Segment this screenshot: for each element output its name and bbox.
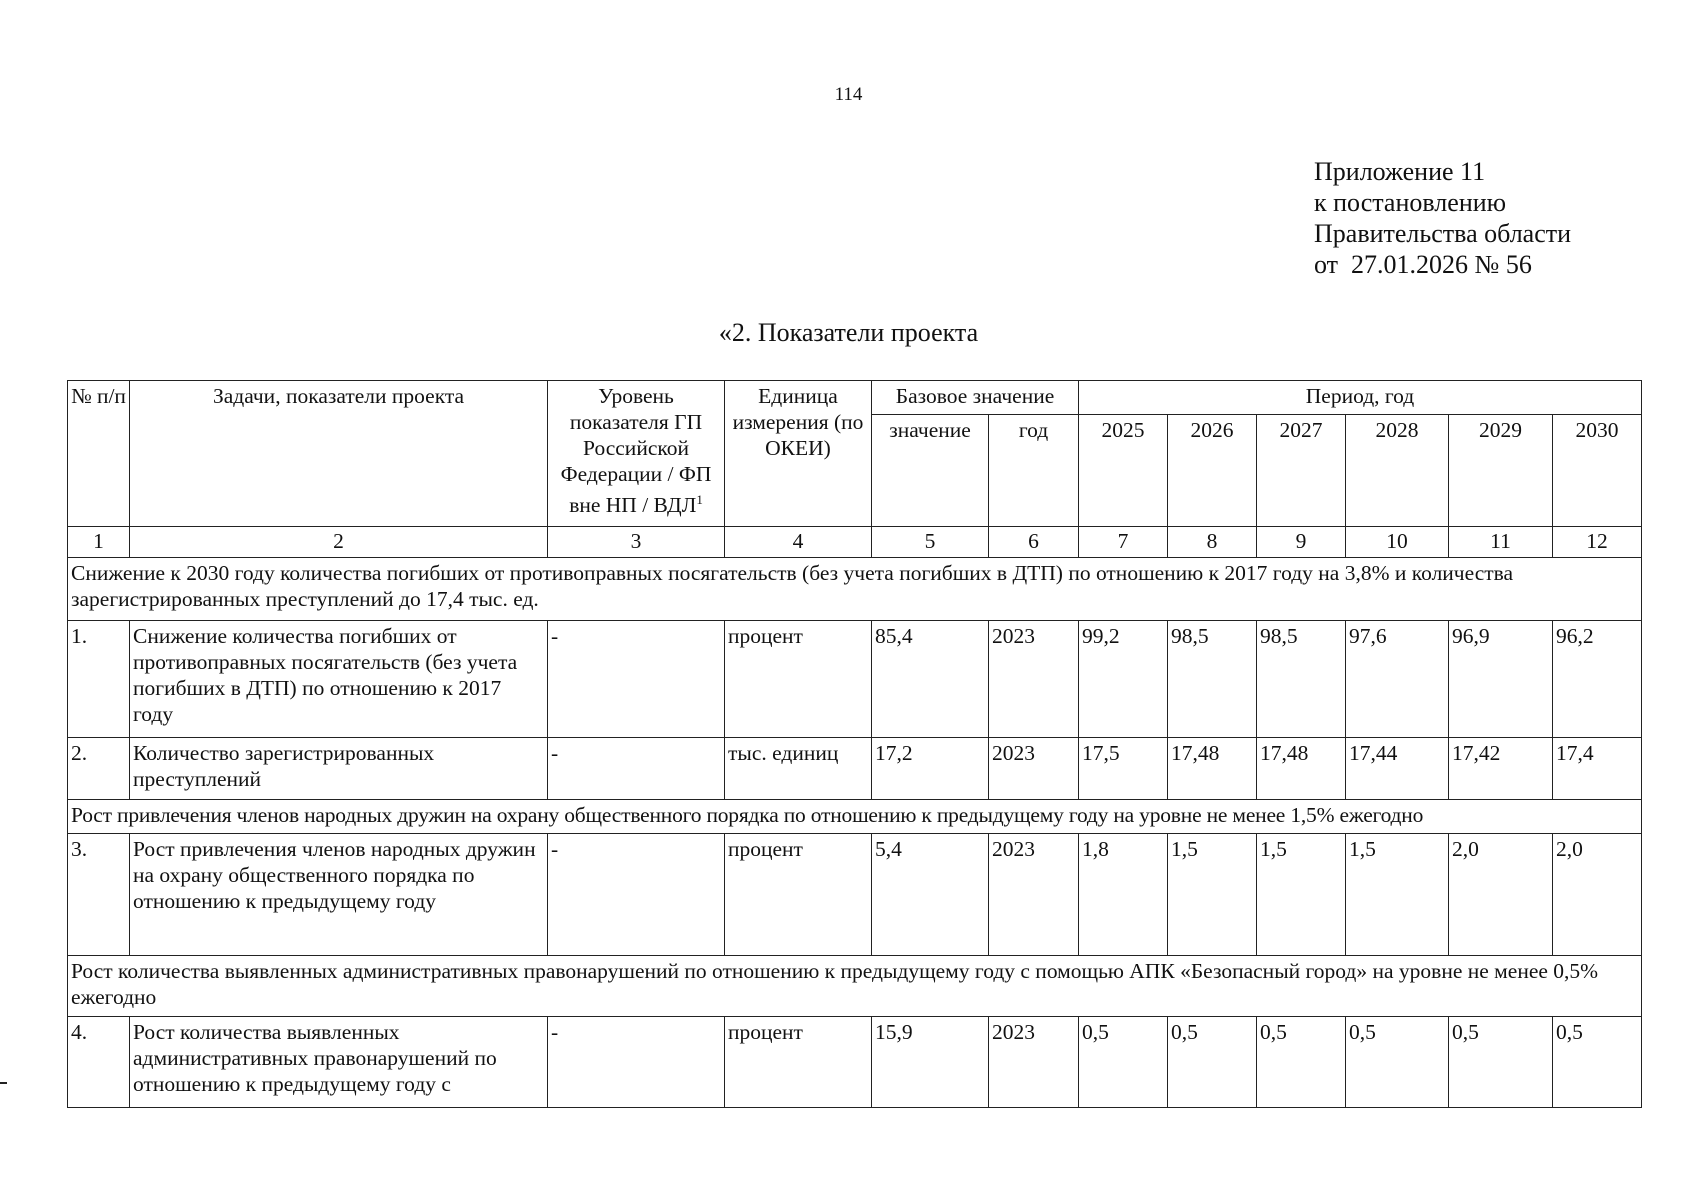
task-row-3 (68, 956, 1642, 1017)
appendix-line-4: от 27.01.2026 № 56 (1314, 250, 1532, 279)
row-1-value-2025: 99,2 (1079, 621, 1168, 738)
row-4-name: Рост количества выявленных административных правонарушений по отношению к предыдущему году с (130, 1017, 548, 1108)
task-1-text: Снижение к 2030 году количества погибших от противоправных посягательств (без учета погибших в ДТП) по отношению к 2017 году на 3,8% и количества зарегистрированных преступлений до 17,4 тыс. ед. (68, 558, 1642, 621)
row-1-no: 1. (68, 621, 130, 738)
task-row-2 (68, 800, 1642, 834)
column-number-row (68, 527, 1642, 558)
row-3-base-value: 5,4 (872, 834, 989, 956)
indicator-row-2 (68, 738, 1642, 800)
header-year-2028: 2028 (1346, 415, 1449, 527)
row-3-level: - (548, 834, 725, 956)
row-3-name: Рост привлечения членов народных дружин на охрану общественного порядка по отношению к предыдущему году (130, 834, 548, 956)
header-year-2025: 2025 (1079, 415, 1168, 527)
row-3-value-2030: 2,0 (1553, 834, 1642, 956)
header-year-2029: 2029 (1449, 415, 1553, 527)
row-1-value-2030: 96,2 (1553, 621, 1642, 738)
indicator-row-3 (68, 834, 1642, 956)
header-level-text: Уровень показателя ГП Российской Федерации / ФП вне НП / ВДЛ (560, 384, 712, 518)
header-year-2027: 2027 (1257, 415, 1346, 527)
row-4-no: 4. (68, 1017, 130, 1108)
column-number: 4 (725, 527, 872, 558)
row-4-value-2026: 0,5 (1168, 1017, 1257, 1108)
scan-margin-mark (0, 1082, 7, 1084)
row-2-value-2025: 17,5 (1079, 738, 1168, 800)
header-tasks: Задачи, показатели проекта (130, 381, 548, 527)
row-2-value-2029: 17,42 (1449, 738, 1553, 800)
row-2-unit: тыс. единиц (725, 738, 872, 800)
header-no: № п/п (68, 381, 130, 527)
row-2-base-value: 17,2 (872, 738, 989, 800)
row-4-value-2027: 0,5 (1257, 1017, 1346, 1108)
column-number: 5 (872, 527, 989, 558)
row-1-value-2026: 98,5 (1168, 621, 1257, 738)
row-3-value-2029: 2,0 (1449, 834, 1553, 956)
task-row-1 (68, 558, 1642, 621)
column-number: 12 (1553, 527, 1642, 558)
row-2-name: Количество зарегистрированных преступлений (130, 738, 548, 800)
row-4-base-value: 15,9 (872, 1017, 989, 1108)
header-base-value: значение (872, 415, 989, 527)
row-1-value-2027: 98,5 (1257, 621, 1346, 738)
indicator-row-4 (68, 1017, 1642, 1108)
row-1-value-2029: 96,9 (1449, 621, 1553, 738)
appendix-line-3: Правительства области (1314, 219, 1572, 248)
appendix-block (1314, 156, 1571, 280)
column-number: 2 (130, 527, 548, 558)
column-number: 7 (1079, 527, 1168, 558)
header-row-1 (68, 381, 1642, 415)
row-4-value-2030: 0,5 (1553, 1017, 1642, 1108)
row-3-value-2028: 1,5 (1346, 834, 1449, 956)
row-2-level: - (548, 738, 725, 800)
row-1-level: - (548, 621, 725, 738)
row-2-base-year: 2023 (989, 738, 1079, 800)
appendix-line-1: Приложение 11 (1314, 157, 1486, 186)
row-2-value-2030: 17,4 (1553, 738, 1642, 800)
page-number: 114 (834, 84, 863, 105)
header-base-year: год (989, 415, 1079, 527)
row-2-value-2028: 17,44 (1346, 738, 1449, 800)
row-3-base-year: 2023 (989, 834, 1079, 956)
row-4-level: - (548, 1017, 725, 1108)
row-1-value-2028: 97,6 (1346, 621, 1449, 738)
header-period: Период, год (1079, 381, 1642, 415)
row-2-value-2026: 17,48 (1168, 738, 1257, 800)
column-number: 1 (68, 527, 130, 558)
row-4-value-2025: 0,5 (1079, 1017, 1168, 1108)
section-title: «2. Показатели проекта (718, 318, 979, 347)
row-3-value-2026: 1,5 (1168, 834, 1257, 956)
row-4-value-2029: 0,5 (1449, 1017, 1553, 1108)
row-4-unit: процент (725, 1017, 872, 1108)
row-1-base-year: 2023 (989, 621, 1079, 738)
appendix-line-2: к постановлению (1314, 188, 1507, 217)
row-1-unit: процент (725, 621, 872, 738)
row-3-value-2025: 1,8 (1079, 834, 1168, 956)
row-2-no: 2. (68, 738, 130, 800)
indicators-table (67, 380, 1642, 1108)
header-base: Базовое значение (872, 381, 1079, 415)
task-2-text: Рост привлечения членов народных дружин на охрану общественного порядка по отношению к предыдущему году на уровне не менее 1,5% ежегодно (68, 800, 1642, 834)
column-number: 6 (989, 527, 1079, 558)
column-number: 3 (548, 527, 725, 558)
column-number: 10 (1346, 527, 1449, 558)
indicator-row-1 (68, 621, 1642, 738)
row-3-unit: процент (725, 834, 872, 956)
header-unit: Единица измерения (по ОКЕИ) (725, 381, 872, 527)
row-2-value-2027: 17,48 (1257, 738, 1346, 800)
row-1-base-value: 85,4 (872, 621, 989, 738)
task-3-text: Рост количества выявленных административных правонарушений по отношению к предыдущему году с помощью АПК «Безопасный город» на уровне не менее 0,5% ежегодно (68, 956, 1642, 1017)
row-4-value-2028: 0,5 (1346, 1017, 1449, 1108)
row-3-no: 3. (68, 834, 130, 956)
header-year-2030: 2030 (1553, 415, 1642, 527)
row-4-base-year: 2023 (989, 1017, 1079, 1108)
row-1-name: Снижение количества погибших от противоправных посягательств (без учета погибших в ДТП) по отношению к 2017 году (130, 621, 548, 738)
header-year-2026: 2026 (1168, 415, 1257, 527)
column-number: 11 (1449, 527, 1553, 558)
column-number: 9 (1257, 527, 1346, 558)
header-level (548, 381, 725, 527)
row-3-value-2027: 1,5 (1257, 834, 1346, 956)
column-number: 8 (1168, 527, 1257, 558)
header-level-footnote: 1 (696, 492, 703, 507)
